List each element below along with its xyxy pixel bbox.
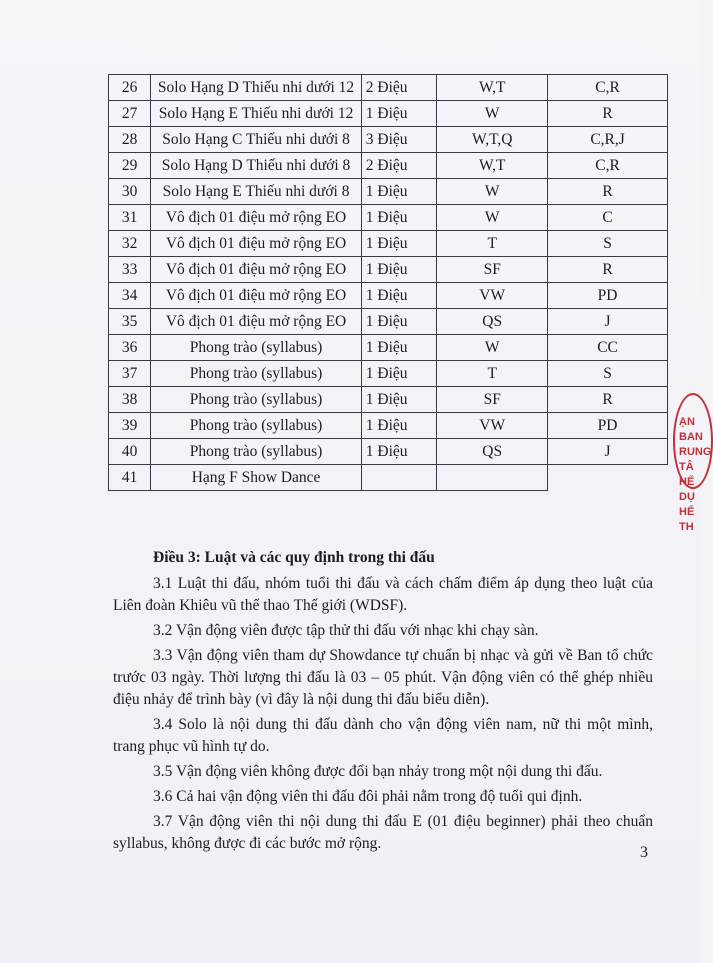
standard-dances-cell: QS [437, 309, 548, 335]
event-name-cell: Vô địch 01 điệu mở rộng EO [151, 309, 362, 335]
standard-dances-cell: QS [437, 439, 548, 465]
events-table [108, 74, 668, 491]
latin-dances-cell: S [548, 361, 668, 387]
latin-dances-cell [548, 465, 668, 491]
event-name-cell: Phong trào (syllabus) [151, 361, 362, 387]
event-number-cell: 38 [109, 387, 151, 413]
paragraph-3-6: 3.6 Cả hai vận động viên thi đấu đôi phải nằm trong độ tuổi qui định. [153, 788, 583, 805]
event-name-cell: Solo Hạng D Thiếu nhi dưới 12 [151, 75, 362, 101]
official-stamp [673, 393, 713, 533]
page-number: 3 [640, 844, 648, 861]
standard-dances-cell: W [437, 179, 548, 205]
event-name-cell: Solo Hạng C Thiếu nhi dưới 8 [151, 127, 362, 153]
event-number-cell: 35 [109, 309, 151, 335]
standard-dances-cell [437, 465, 548, 491]
event-number-cell: 32 [109, 231, 151, 257]
paragraph-3-4: 3.4 Solo là nội dung thi đấu dành cho vận động viên nam, nữ thi một mình, trang phục vũ hình tự do. [113, 716, 653, 755]
event-number-cell: 31 [109, 205, 151, 231]
dance-count-cell: 2 Điệu [361, 75, 437, 101]
dance-count-cell: 1 Điệu [361, 361, 437, 387]
event-number-cell: 41 [109, 465, 151, 491]
event-name-cell: Hạng F Show Dance [151, 465, 362, 491]
events-table-body [109, 75, 668, 491]
latin-dances-cell: S [548, 231, 668, 257]
stamp-line: RUNG TÂ [679, 446, 712, 473]
table-row [109, 439, 668, 465]
section-heading: Điều 3: Luật và các quy định trong thi đấu [153, 549, 435, 566]
paragraph-3-5: 3.5 Vận động viên không được đổi bạn nhảy trong một nội dung thi đấu. [153, 763, 603, 780]
event-name-cell: Vô địch 01 điệu mở rộng EO [151, 283, 362, 309]
event-number-cell: 33 [109, 257, 151, 283]
dance-count-cell [361, 465, 437, 491]
event-number-cell: 34 [109, 283, 151, 309]
dance-count-cell: 1 Điệu [361, 179, 437, 205]
stamp-line: HỂ DỤ [679, 476, 695, 503]
event-number-cell: 36 [109, 335, 151, 361]
standard-dances-cell: SF [437, 257, 548, 283]
table-row [109, 153, 668, 179]
event-number-cell: 40 [109, 439, 151, 465]
stamp-line: ẠN BAN [679, 416, 703, 443]
standard-dances-cell: T [437, 231, 548, 257]
event-name-cell: Vô địch 01 điệu mở rộng EO [151, 231, 362, 257]
standard-dances-cell: W [437, 335, 548, 361]
standard-dances-cell: SF [437, 387, 548, 413]
latin-dances-cell: C,R,J [548, 127, 668, 153]
event-number-cell: 30 [109, 179, 151, 205]
latin-dances-cell: R [548, 257, 668, 283]
table-row [109, 257, 668, 283]
dance-count-cell: 1 Điệu [361, 257, 437, 283]
event-number-cell: 29 [109, 153, 151, 179]
latin-dances-cell: R [548, 179, 668, 205]
event-name-cell: Solo Hạng E Thiếu nhi dưới 8 [151, 179, 362, 205]
standard-dances-cell: W [437, 205, 548, 231]
event-name-cell: Vô địch 01 điệu mở rộng EO [151, 205, 362, 231]
event-number-cell: 28 [109, 127, 151, 153]
latin-dances-cell: R [548, 101, 668, 127]
standard-dances-cell: W,T,Q [437, 127, 548, 153]
paragraph-3-1: 3.1 Luật thi đấu, nhóm tuổi thi đấu và cách chấm điểm áp dụng theo luật của Liên đoàn Khiêu vũ thể thao Thế giới (WDSF). [113, 575, 653, 614]
standard-dances-cell: VW [437, 413, 548, 439]
standard-dances-cell: W,T [437, 75, 548, 101]
paragraph-3-7: 3.7 Vận động viên thi nội dung thi đấu E (01 điệu beginner) phải theo chuẩn syllabus, không được đi các bước mở rộng. [113, 813, 653, 852]
standard-dances-cell: W,T [437, 153, 548, 179]
dance-count-cell: 1 Điệu [361, 231, 437, 257]
latin-dances-cell: PD [548, 413, 668, 439]
latin-dances-cell: C,R [548, 75, 668, 101]
dance-count-cell: 1 Điệu [361, 205, 437, 231]
table-row [109, 75, 668, 101]
table-row [109, 127, 668, 153]
event-number-cell: 27 [109, 101, 151, 127]
table-row [109, 465, 668, 491]
event-name-cell: Phong trào (syllabus) [151, 439, 362, 465]
table-row [109, 283, 668, 309]
latin-dances-cell: R [548, 387, 668, 413]
dance-count-cell: 3 Điệu [361, 127, 437, 153]
rules-section [113, 547, 653, 858]
standard-dances-cell: VW [437, 283, 548, 309]
latin-dances-cell: C [548, 205, 668, 231]
standard-dances-cell: W [437, 101, 548, 127]
table-row [109, 387, 668, 413]
event-name-cell: Solo Hạng D Thiếu nhi dưới 8 [151, 153, 362, 179]
dance-count-cell: 1 Điệu [361, 101, 437, 127]
event-name-cell: Phong trào (syllabus) [151, 413, 362, 439]
dance-count-cell: 1 Điệu [361, 413, 437, 439]
event-number-cell: 26 [109, 75, 151, 101]
table-row [109, 231, 668, 257]
latin-dances-cell: J [548, 309, 668, 335]
dance-count-cell: 1 Điệu [361, 283, 437, 309]
paragraph-3-3: 3.3 Vận động viên tham dự Showdance tự chuẩn bị nhạc và gửi về Ban tổ chức trước 03 ngày. Thời lượng thi đấu là 03 – 05 phút. Vận động viên có thể ghép nhiều điệu nhảy để trình bày (vì đây là nội dung thi đấu biểu diễn). [113, 647, 653, 708]
dance-count-cell: 2 Điệu [361, 153, 437, 179]
event-name-cell: Vô địch 01 điệu mở rộng EO [151, 257, 362, 283]
event-name-cell: Phong trào (syllabus) [151, 387, 362, 413]
event-number-cell: 37 [109, 361, 151, 387]
event-name-cell: Solo Hạng E Thiếu nhi dưới 12 [151, 101, 362, 127]
standard-dances-cell: T [437, 361, 548, 387]
event-name-cell: Phong trào (syllabus) [151, 335, 362, 361]
table-row [109, 101, 668, 127]
dance-count-cell: 1 Điệu [361, 309, 437, 335]
table-row [109, 335, 668, 361]
paragraph-3-2: 3.2 Vận động viên được tập thử thi đấu với nhạc khi chạy sàn. [153, 622, 539, 639]
table-row [109, 413, 668, 439]
latin-dances-cell: PD [548, 283, 668, 309]
latin-dances-cell: CC [548, 335, 668, 361]
dance-count-cell: 1 Điệu [361, 439, 437, 465]
latin-dances-cell: J [548, 439, 668, 465]
table-row [109, 179, 668, 205]
stamp-line: HỂ TH [679, 506, 695, 533]
dance-count-cell: 1 Điệu [361, 387, 437, 413]
dance-count-cell: 1 Điệu [361, 335, 437, 361]
latin-dances-cell: C,R [548, 153, 668, 179]
table-row [109, 205, 668, 231]
table-row [109, 361, 668, 387]
table-row [109, 309, 668, 335]
event-number-cell: 39 [109, 413, 151, 439]
